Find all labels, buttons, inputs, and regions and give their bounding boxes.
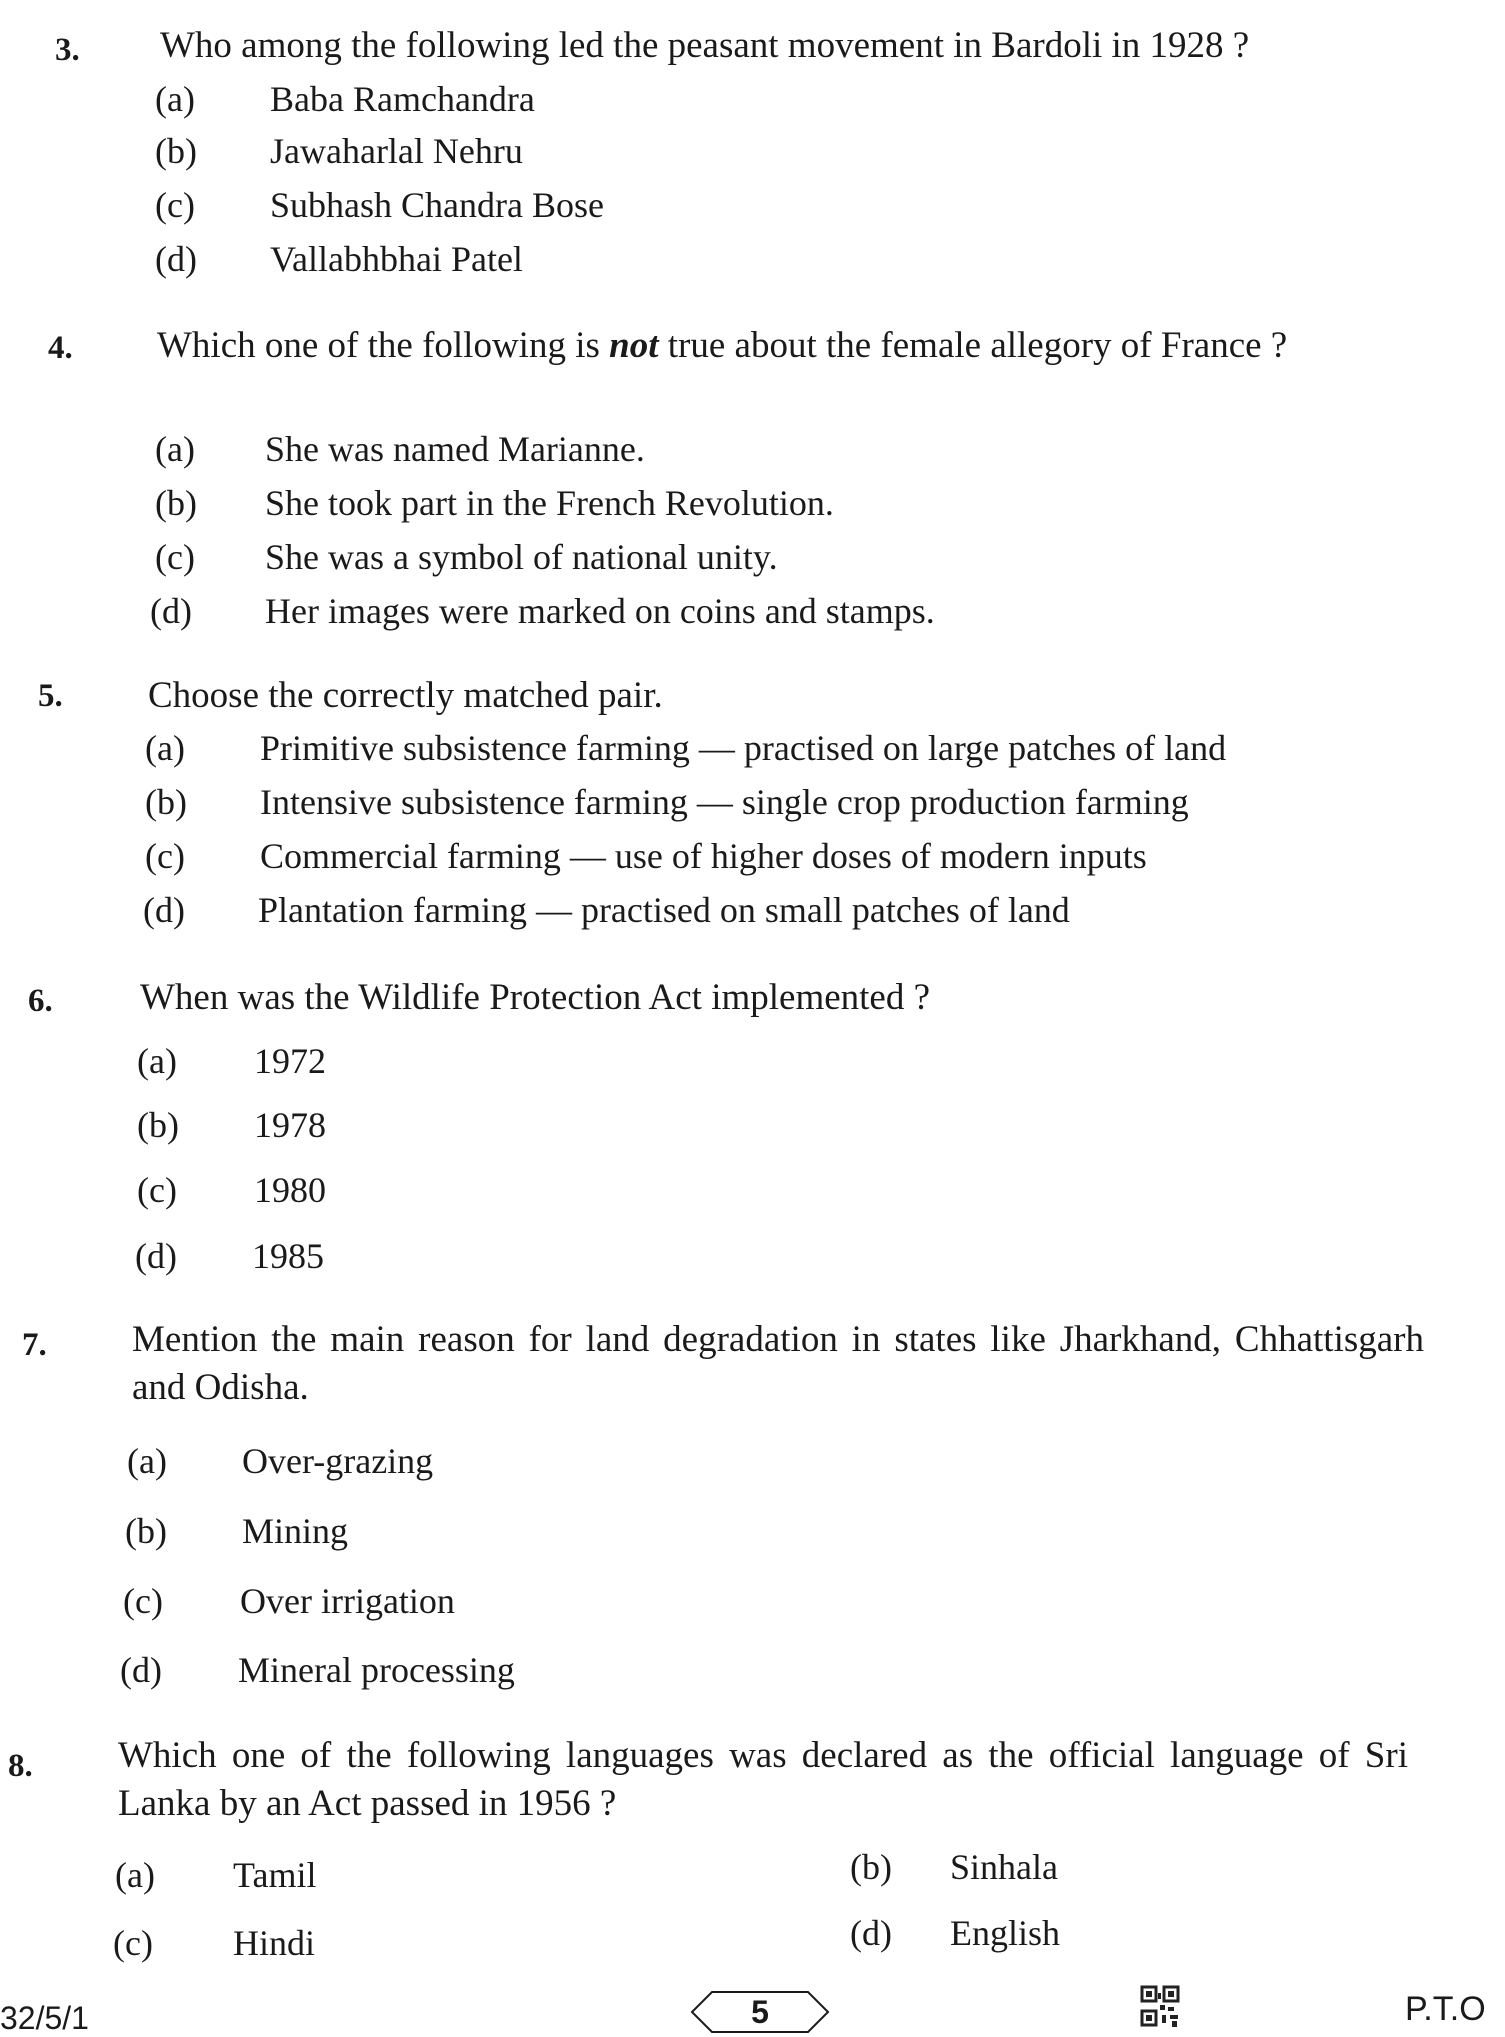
option-label: (c)	[123, 1581, 163, 1621]
option-text: Jawaharlal Nehru	[270, 131, 523, 171]
option-label: (b)	[137, 1105, 179, 1145]
option-label: (a)	[155, 79, 195, 119]
question-number: 7.	[22, 1327, 47, 1363]
option-text: Sinhala	[950, 1847, 1058, 1887]
option-label: (a)	[137, 1041, 177, 1081]
option-label: (a)	[145, 728, 185, 768]
question-text: When was the Wildlife Protection Act implemented ?	[140, 977, 931, 1018]
option-label: (a)	[115, 1855, 155, 1895]
option-text: Subhash Chandra Bose	[270, 185, 604, 225]
question-text: Choose the correctly matched pair.	[148, 675, 663, 716]
option-label: (b)	[145, 782, 187, 822]
please-turn-over: P.T.O	[1405, 1990, 1486, 2028]
option-label: (d)	[155, 239, 197, 279]
paper-code: 32/5/1	[0, 2000, 89, 2036]
option-label: (b)	[850, 1847, 892, 1887]
question-text-part: true about the female allegory of France ?	[658, 325, 1288, 366]
option-text: 1985	[252, 1236, 324, 1276]
option-text: Hindi	[233, 1923, 316, 1963]
option-label: (d)	[150, 591, 192, 631]
question-number: 8.	[8, 1748, 33, 1784]
option-text: 1980	[254, 1170, 326, 1210]
option-text: Her images were marked on coins and stamps.	[265, 591, 935, 631]
option-text: Tamil	[233, 1855, 317, 1895]
option-label: (a)	[127, 1441, 167, 1481]
option-text: Over irrigation	[240, 1581, 455, 1621]
option-text: Baba Ramchandra	[270, 79, 535, 119]
option-label: (c)	[137, 1170, 177, 1210]
option-text: Vallabhbhai Patel	[270, 239, 523, 279]
question-number: 5.	[38, 678, 63, 714]
option-label: (b)	[125, 1511, 167, 1551]
question-text: Mention the main reason for land degradation in states like Jharkhand, Chhattisgarh and Odisha.	[132, 1319, 1424, 1408]
question-text-part: Which one of the following is	[157, 325, 610, 366]
option-text: Primitive subsistence farming — practised on large patches of land	[260, 728, 1227, 768]
option-label: (c)	[113, 1923, 153, 1963]
option-label: (c)	[145, 836, 185, 876]
option-label: (d)	[135, 1236, 177, 1276]
option-text: Intensive subsistence farming — single crop production farming	[260, 782, 1189, 822]
option-text: She was named Marianne.	[265, 429, 645, 469]
option-text: 1972	[254, 1041, 326, 1081]
question-text: Which one of the following languages was declared as the official language of Sri Lanka by an Act passed in 1956 ?	[118, 1735, 1408, 1824]
option-text: Commercial farming — use of higher doses of modern inputs	[260, 836, 1147, 876]
option-text: Plantation farming — practised on small patches of land	[258, 890, 1070, 930]
option-text: English	[950, 1913, 1061, 1953]
option-text: She took part in the French Revolution.	[265, 483, 834, 523]
qr-code-icon	[1140, 1985, 1180, 2029]
page-number: 5	[751, 1994, 769, 2030]
option-label: (c)	[155, 537, 195, 577]
question-text: Who among the following led the peasant movement in Bardoli in 1928 ?	[160, 25, 1250, 66]
option-label: (d)	[143, 890, 185, 930]
option-label: (d)	[850, 1913, 892, 1953]
question-text	[157, 322, 1412, 370]
option-label: (b)	[155, 131, 197, 171]
option-label: (a)	[155, 429, 195, 469]
option-label: (d)	[120, 1650, 162, 1690]
option-text: She was a symbol of national unity.	[265, 537, 778, 577]
question-number: 4.	[48, 330, 73, 366]
option-text: Mining	[242, 1511, 349, 1551]
question-text-emphasis: not	[609, 325, 659, 366]
option-label: (b)	[155, 483, 197, 523]
page-number-tag	[690, 1990, 830, 2034]
option-text: Mineral processing	[238, 1650, 515, 1690]
question-number: 3.	[55, 32, 80, 68]
option-label: (c)	[155, 185, 195, 225]
option-text: 1978	[254, 1105, 326, 1145]
question-number: 6.	[28, 983, 53, 1019]
option-text: Over-grazing	[242, 1441, 434, 1481]
